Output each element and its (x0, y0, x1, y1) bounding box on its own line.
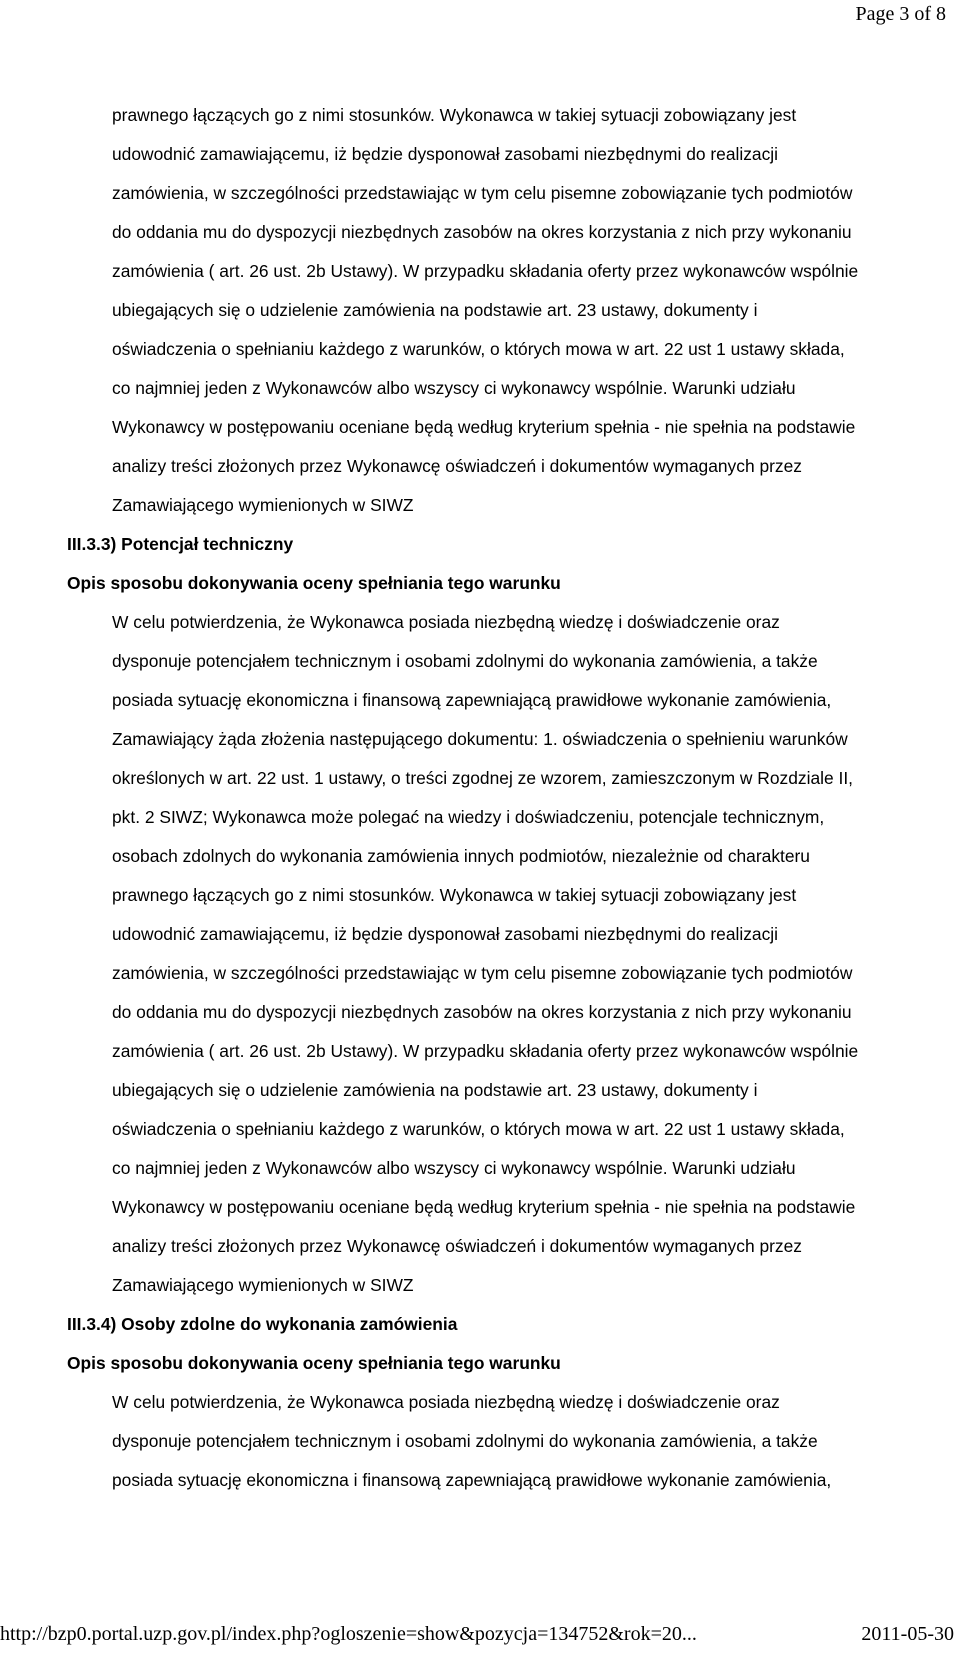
body-text-line: ubiegających się o udzielenie zamówienia na podstawie art. 23 ustawy, dokumenty i (112, 1080, 758, 1100)
body-text-line: W celu potwierdzenia, że Wykonawca posiada niezbędną wiedzę i doświadczenie oraz (112, 612, 780, 632)
body-text-line: analizy treści złożonych przez Wykonawcę oświadczeń i dokumentów wymaganych przez (112, 456, 802, 476)
body-text-line: udowodnić zamawiającemu, iż będzie dysponował zasobami niezbędnymi do realizacji (112, 144, 779, 164)
body-text-line: prawnego łączących go z nimi stosunków. Wykonawca w takiej sytuacji zobowiązany jest (112, 885, 797, 905)
body-text-line: posiada sytuację ekonomiczna i finansową zapewniającą prawidłowe wykonanie zamówienia, (112, 1470, 832, 1490)
body-text-line: do oddania mu do dyspozycji niezbędnych zasobów na okres korzystania z nich przy wykonaniu (112, 1002, 852, 1022)
body-text-line: Zamawiający żąda złożenia następującego dokumentu: 1. oświadczenia o spełnieniu warunków (112, 729, 848, 749)
body-text-line: prawnego łączących go z nimi stosunków. Wykonawca w takiej sytuacji zobowiązany jest (112, 105, 797, 125)
body-text-line: W celu potwierdzenia, że Wykonawca posiada niezbędną wiedzę i doświadczenie oraz (112, 1392, 780, 1412)
body-text-line: do oddania mu do dyspozycji niezbędnych zasobów na okres korzystania z nich przy wykonaniu (112, 222, 852, 242)
body-text-line: dysponuje potencjałem technicznym i osobami zdolnymi do wykonania zamówienia, a także (112, 651, 818, 671)
body-text-line: dysponuje potencjałem technicznym i osobami zdolnymi do wykonania zamówienia, a także (112, 1431, 818, 1451)
section-heading: III.3.4) Osoby zdolne do wykonania zamówienia (67, 1314, 458, 1334)
body-text-line: Wykonawcy w postępowaniu oceniane będą według kryterium spełnia - nie spełnia na podstawie (112, 417, 856, 437)
body-text-line: co najmniej jeden z Wykonawców albo wszyscy ci wykonawcy wspólnie. Warunki udziału (112, 1158, 796, 1178)
footer-date: 2011-05-30 (861, 1623, 954, 1645)
body-text-line: zamówienia ( art. 26 ust. 2b Ustawy). W przypadku składania oferty przez wykonawców wspólnie (112, 261, 859, 281)
body-text-line: analizy treści złożonych przez Wykonawcę oświadczeń i dokumentów wymaganych przez (112, 1236, 802, 1256)
body-text-line: co najmniej jeden z Wykonawców albo wszyscy ci wykonawcy wspólnie. Warunki udziału (112, 378, 796, 398)
section-subheading: Opis sposobu dokonywania oceny spełniania tego warunku (67, 1353, 561, 1373)
body-text-line: Zamawiającego wymienionych w SIWZ (112, 495, 414, 515)
section-heading: III.3.3) Potencjał techniczny (67, 534, 294, 554)
body-text-line: udowodnić zamawiającemu, iż będzie dysponował zasobami niezbędnymi do realizacji (112, 924, 779, 944)
body-text-line: posiada sytuację ekonomiczna i finansową zapewniającą prawidłowe wykonanie zamówienia, (112, 690, 832, 710)
body-text-line: zamówienia ( art. 26 ust. 2b Ustawy). W przypadku składania oferty przez wykonawców wspólnie (112, 1041, 859, 1061)
body-text-line: określonych w art. 22 ust. 1 ustawy, o treści zgodnej ze wzorem, zamieszczonym w Rozdziale II, (112, 768, 853, 788)
body-text-line: osobach zdolnych do wykonania zamówienia innych podmiotów, niezależnie od charakteru (112, 846, 810, 866)
section-subheading: Opis sposobu dokonywania oceny spełniania tego warunku (67, 573, 561, 593)
body-text-line: ubiegających się o udzielenie zamówienia na podstawie art. 23 ustawy, dokumenty i (112, 300, 758, 320)
body-text-line: oświadczenia o spełnianiu każdego z warunków, o których mowa w art. 22 ust 1 ustawy składa, (112, 339, 845, 359)
body-text-line: Wykonawcy w postępowaniu oceniane będą według kryterium spełnia - nie spełnia na podstawie (112, 1197, 856, 1217)
footer-url: http://bzp0.portal.uzp.gov.pl/index.php?ogloszenie=show&pozycja=134752&rok=20... (0, 1623, 697, 1645)
body-text-line: oświadczenia o spełnianiu każdego z warunków, o których mowa w art. 22 ust 1 ustawy składa, (112, 1119, 845, 1139)
body-text-line: pkt. 2 SIWZ; Wykonawca może polegać na wiedzy i doświadczeniu, potencjale technicznym, (112, 807, 825, 827)
body-text-line: Zamawiającego wymienionych w SIWZ (112, 1275, 414, 1295)
page-header: Page 3 of 8 (855, 3, 946, 25)
body-text-line: zamówienia, w szczególności przedstawiając w tym celu pisemne zobowiązanie tych podmiotów (112, 963, 853, 983)
body-text-line: zamówienia, w szczególności przedstawiając w tym celu pisemne zobowiązanie tych podmiotów (112, 183, 853, 203)
